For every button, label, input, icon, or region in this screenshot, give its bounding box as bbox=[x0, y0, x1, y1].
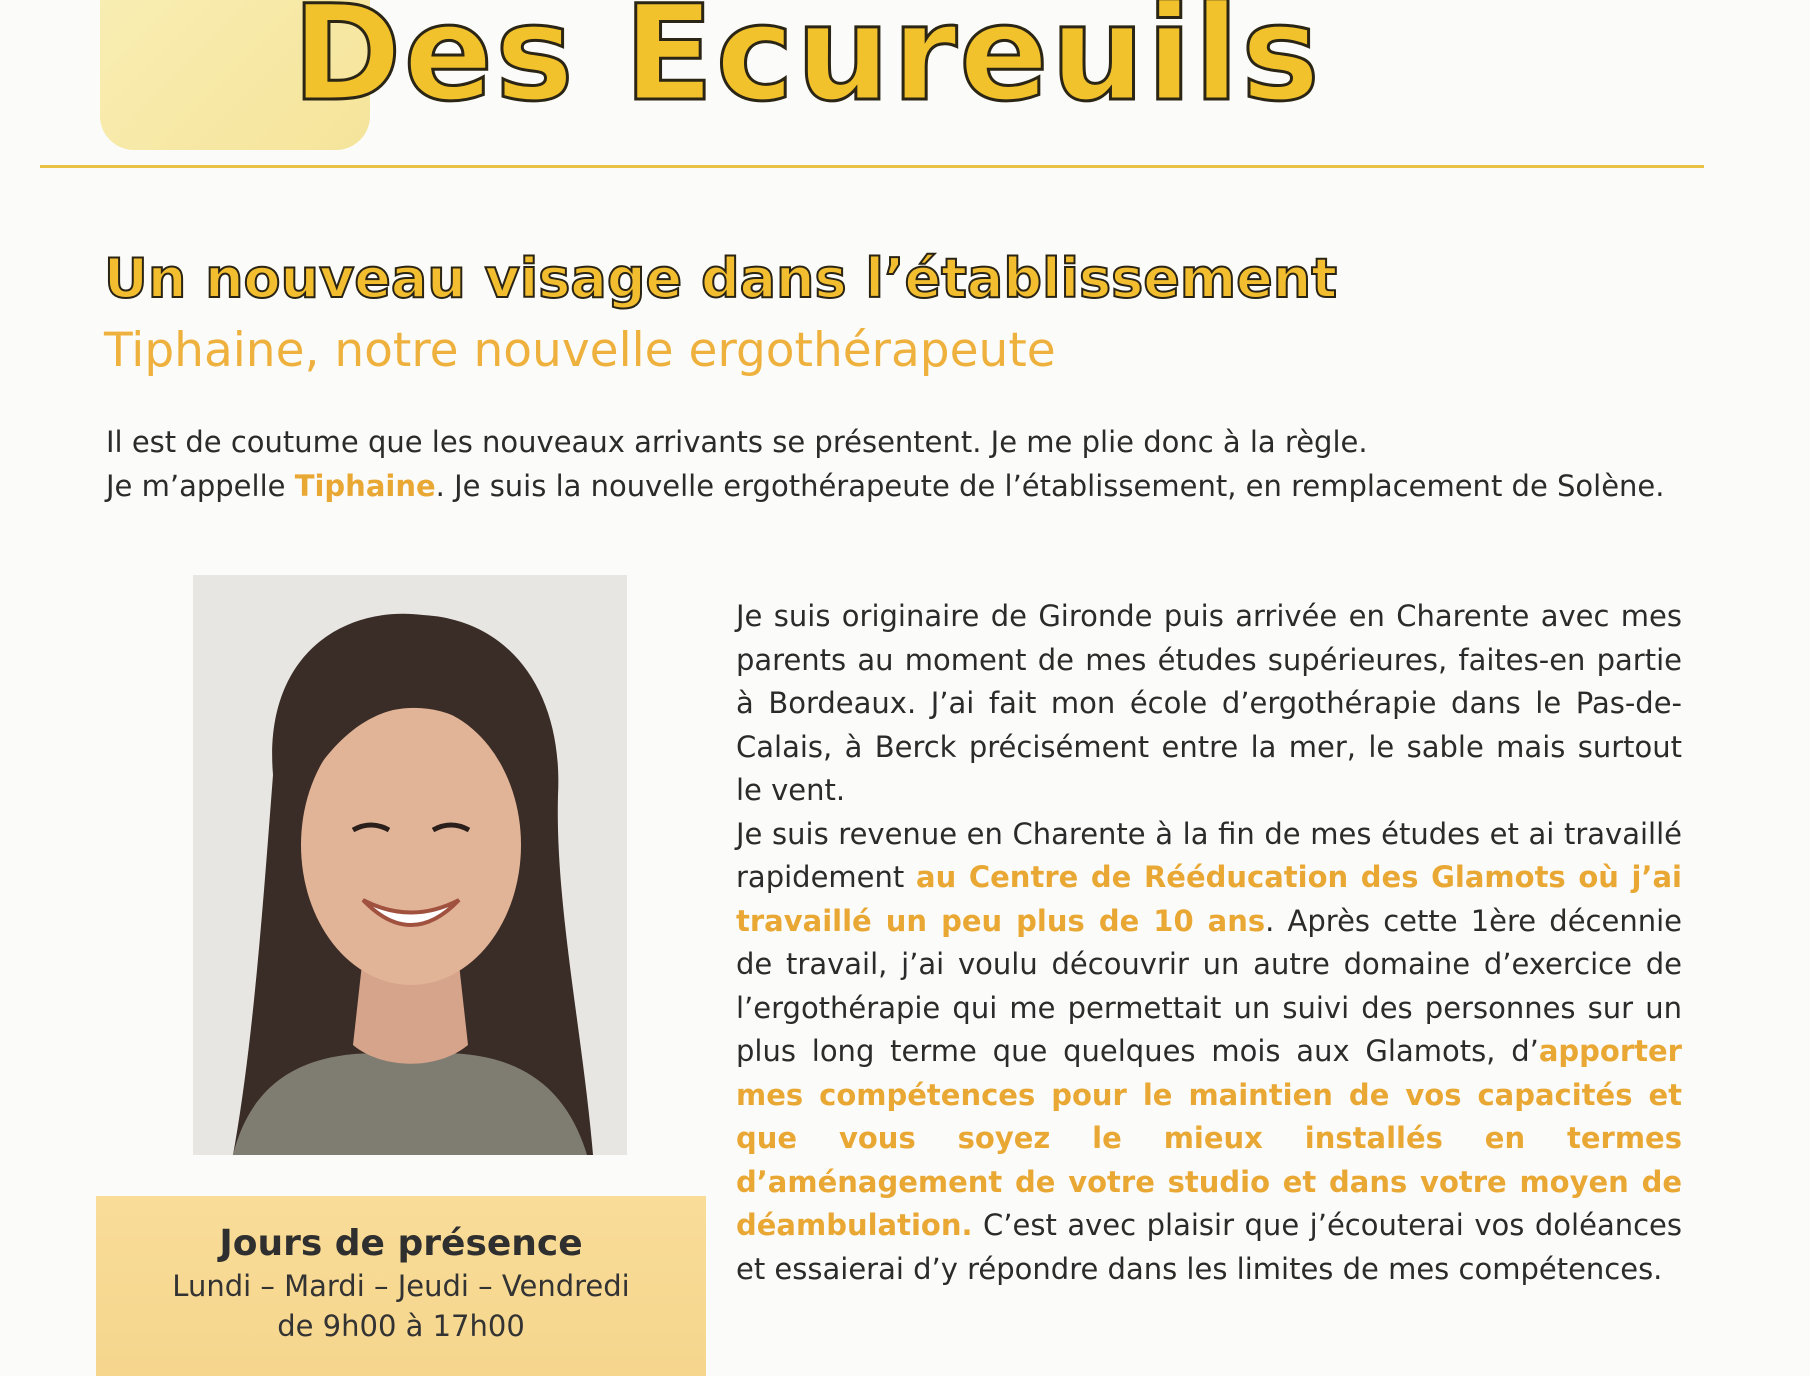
intro-text-before: Je m’appelle bbox=[106, 469, 295, 503]
body-text-c: C’est avec plaisir que j’écouterai vos doléances et essaierai d’y répondre dans les limites de mes compétences. bbox=[736, 1208, 1682, 1286]
presence-days: Lundi – Mardi – Jeudi – Vendredi bbox=[172, 1269, 630, 1303]
article-body bbox=[736, 595, 1682, 1291]
body-text-b: . Après cette 1ère décennie de travail, j’ai voulu découvrir un autre domaine d’exercice de l’ergothérapie qui me permettait un suivi des personnes sur un plus long terme que quelques mois aux Glamots, d’ bbox=[736, 903, 1682, 1068]
article-subheadline: Tiphaine, notre nouvelle ergothérapeute bbox=[104, 323, 1056, 378]
presence-info-box bbox=[96, 1196, 706, 1376]
intro-paragraph bbox=[106, 420, 1682, 508]
intro-line-1: Il est de coutume que les nouveaux arrivants se présentent. Je me plie donc à la règle. bbox=[106, 425, 1368, 459]
intro-text-after: . Je suis la nouvelle ergothérapeute de l’établissement, en remplacement de Solène. bbox=[435, 469, 1665, 503]
masthead-title: Des Ecureuils bbox=[292, 0, 1322, 131]
presence-title: Jours de présence bbox=[219, 1223, 583, 1264]
intro-line-2 bbox=[106, 464, 1682, 508]
body-paragraph-2 bbox=[736, 813, 1682, 1292]
presence-hours: de 9h00 à 17h00 bbox=[277, 1309, 525, 1343]
body-text-a: Je suis revenue en Charente à la fin de mes études et ai travaillé rapidement bbox=[736, 816, 1682, 894]
body-paragraph-1: Je suis originaire de Gironde puis arrivée en Charente avec mes parents au moment de mes études supérieures, faites-en partie à Bordeaux. J’ai fait mon école d’ergothérapie dans le Pas-de-Calais, à Berck précisément entre la mer, le sable mais surtout le vent. bbox=[736, 599, 1682, 807]
intro-name-highlight: Tiphaine bbox=[294, 469, 436, 503]
header-divider bbox=[40, 165, 1704, 168]
body-highlight-glamots: au Centre de Rééducation des Glamots où j’ai travaillé un peu plus de 10 ans bbox=[736, 860, 1682, 938]
portrait-photo bbox=[193, 575, 627, 1155]
portrait-illustration bbox=[193, 575, 627, 1155]
body-highlight-competences: apporter mes compétences pour le maintien de vos capacités et que vous soyez le mieux installés en termes d’aménagement de votre studio et dans votre moyen de déambulation. bbox=[736, 1034, 1682, 1242]
article-headline: Un nouveau visage dans l’établissement bbox=[104, 247, 1338, 310]
